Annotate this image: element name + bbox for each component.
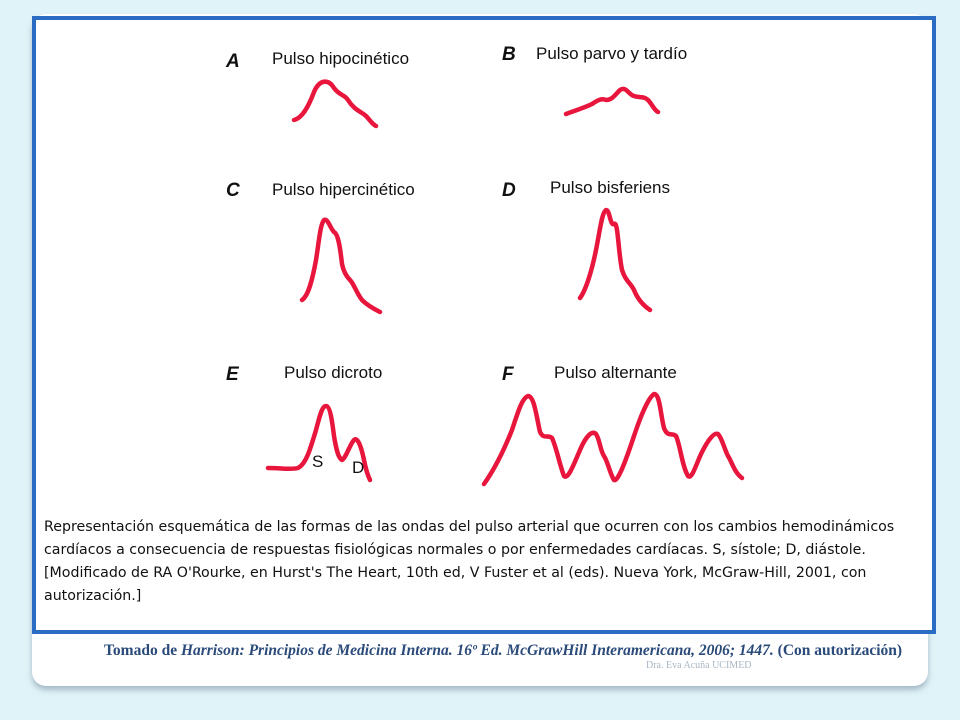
panel-title-d: Pulso bisferiens bbox=[550, 178, 671, 197]
figure-caption bbox=[44, 516, 924, 608]
wave-alternans bbox=[484, 394, 742, 484]
diastole-label: D bbox=[352, 458, 365, 477]
wave-bisferiens bbox=[580, 210, 650, 310]
caption-line-1: Representación esquemática de las formas de las ondas del pulso arterial que ocurren con los cambios hemodinámicos bbox=[44, 519, 895, 535]
panel-title-e: Pulso dicroto bbox=[284, 363, 383, 382]
panel-letter-b: B bbox=[502, 44, 516, 65]
credit-source: Harrison: Principios de Medicina Interna. 16º Ed. McGrawHill Interamericana, 2006; 1447. bbox=[180, 642, 774, 659]
panel-title-a: Pulso hipocinético bbox=[272, 49, 410, 68]
caption-line-3: [Modificado de RA O'Rourke, en Hurst's The Heart, 10th ed, V Fuster et al (eds). Nueva York, McGraw-Hill, 2001, con bbox=[44, 565, 867, 581]
panel-letter-f: F bbox=[502, 364, 514, 385]
footer-author: Dra. Eva Acuña UCIMED bbox=[646, 660, 752, 671]
panel-title-f: Pulso alternante bbox=[554, 363, 677, 382]
panel-title-c: Pulso hipercinético bbox=[272, 180, 415, 199]
source-credit bbox=[104, 640, 904, 662]
wave-hyperkinetic bbox=[302, 220, 380, 312]
panel-letter-c: C bbox=[226, 180, 240, 201]
panel-letter-e: E bbox=[226, 364, 239, 385]
caption-line-4: autorización.] bbox=[44, 588, 142, 604]
figure-frame bbox=[32, 16, 936, 634]
panel-title-b: Pulso parvo y tardío bbox=[536, 44, 688, 63]
wave-hypokinetic bbox=[294, 82, 376, 126]
wave-parvus-tardus bbox=[566, 89, 658, 114]
systole-label: S bbox=[312, 452, 324, 471]
credit-suffix: (Con autorización) bbox=[773, 642, 903, 659]
credit-prefix: Tomado de bbox=[104, 642, 181, 659]
panel-letter-a: A bbox=[226, 51, 240, 72]
caption-line-2: cardíacos a consecuencia de respuestas fisiológicas normales o por enfermedades cardíacas. S, sístole; D, diástole. bbox=[44, 542, 866, 558]
panel-letter-d: D bbox=[502, 180, 516, 201]
